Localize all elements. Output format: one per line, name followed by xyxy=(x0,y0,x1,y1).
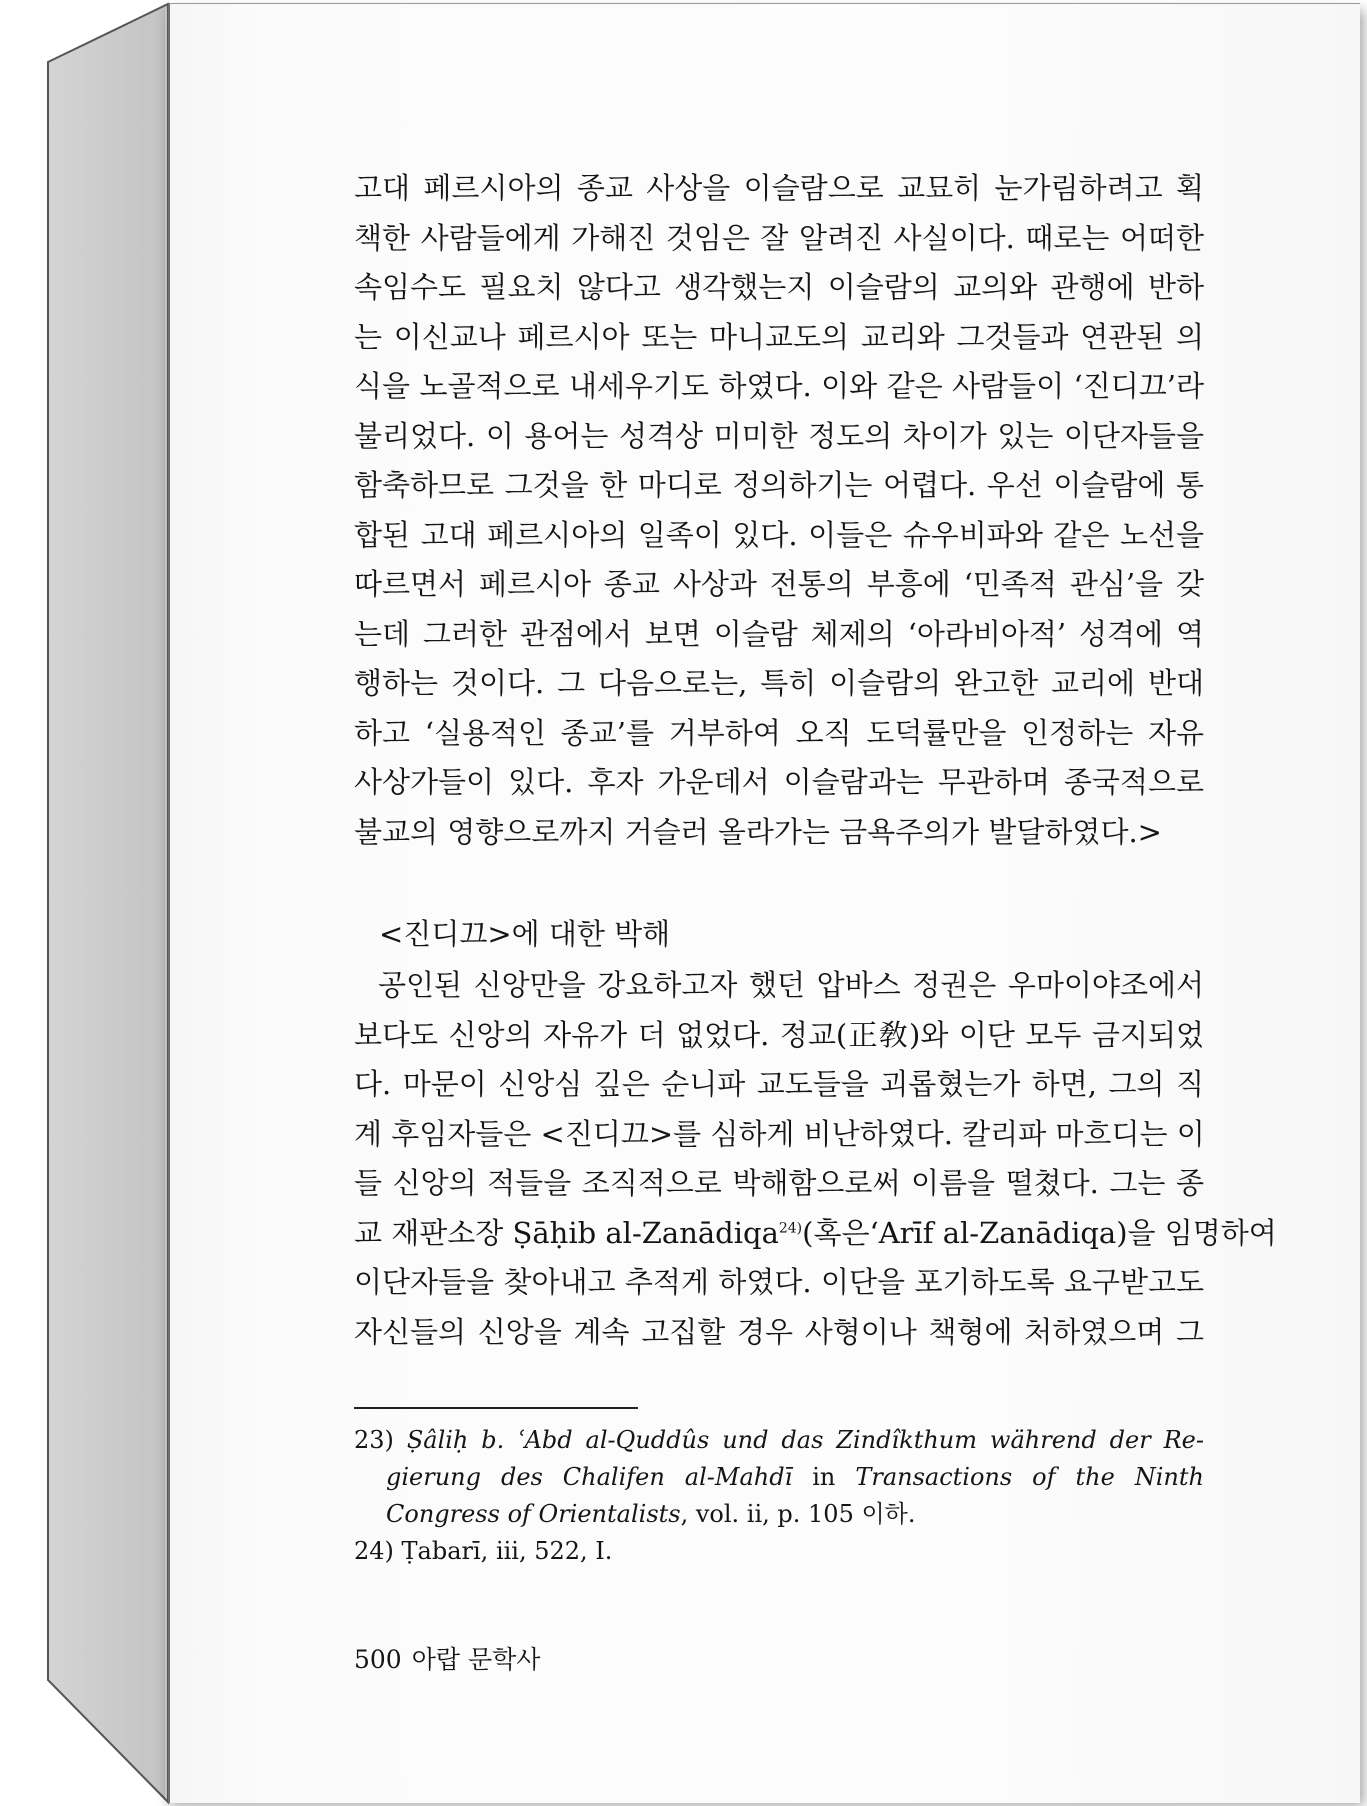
footnote-text: in xyxy=(812,1463,836,1491)
text-line: 계 후임자들은 <진디끄>를 심하게 비난하였다. 칼리파 마흐디는 이 xyxy=(354,1116,1205,1151)
footnote-number: 24) xyxy=(354,1537,394,1565)
text-line: 불교의 영향으로까지 거슬러 올라가는 금욕주의가 발달하였다.> xyxy=(354,814,1162,849)
footnote-23-line xyxy=(354,1422,1204,1459)
text-line: 다. 마문이 신앙심 깊은 순니파 교도들을 괴롭혔는가 하면, 그의 직 xyxy=(354,1067,1204,1101)
text-line: 자신들의 신앙을 계속 고집할 경우 사형이나 책형에 처하였으며 그 xyxy=(354,1314,1204,1349)
footnote-text: Ṣâliḥ b. ʿAbd al-Quddûs und das Zindîkthum während der Re- xyxy=(406,1426,1204,1454)
footnote-text: Congress of Orientalists xyxy=(386,1500,681,1528)
text-line: 공인된 신앙만을 강요하고자 했던 압바스 정권은 우마이야조에서 xyxy=(378,968,1204,1002)
footnote-text: , vol. ii, p. 105 이하. xyxy=(680,1500,916,1528)
text-segment: 교 재판소장 Ṣāḥib al-Zanādiqa xyxy=(354,1215,779,1250)
text-line: 함축하므로 그것을 한 마디로 정의하기는 어렵다. 우선 이슬람에 통 xyxy=(354,468,1204,502)
text-line: 식을 노골적으로 내세우기도 하였다. 이와 같은 사람들이 ‘진디끄’라 xyxy=(354,369,1204,403)
text-line: 속임수도 필요치 않다고 생각했는지 이슬람의 교의와 관행에 반하 xyxy=(354,270,1204,304)
footnote-23-line xyxy=(354,1459,1204,1496)
text-line: 보다도 신앙의 자유가 더 없었다. 정교(正敎)와 이단 모두 금지되었 xyxy=(354,1017,1204,1052)
footnote-divider xyxy=(354,1407,638,1409)
text-line: 하고 ‘실용적인 종교’를 거부하여 오직 도덕률만을 인정하는 자유 xyxy=(354,715,1204,750)
text-line: 이단자들을 찾아내고 추적게 하였다. 이단을 포기하도록 요구받고도 xyxy=(354,1265,1204,1299)
text-line: 고대 페르시아의 종교 사상을 이슬람으로 교묘히 눈가림하려고 획 xyxy=(354,171,1204,205)
footnote-24-line xyxy=(354,1533,1204,1570)
text-line: 행하는 것이다. 그 다음으로는, 특히 이슬람의 완고한 교리에 반대 xyxy=(354,666,1204,700)
body-paragraph xyxy=(354,164,1204,857)
footnote-text: gierung des Chalifen al-Mahdī xyxy=(386,1463,793,1491)
text-line: 들 신앙의 적들을 조직적으로 박해함으로써 이름을 떨쳤다. 그는 종 xyxy=(354,1166,1204,1200)
footnote-number: 23) xyxy=(354,1426,394,1454)
text-line: 사상가들이 있다. 후자 가운데서 이슬람과는 무관하며 종국적으로 xyxy=(354,765,1204,799)
text-segment: (혹은‘Arīf al-Zanādiqa)을 임명하여 xyxy=(802,1215,1277,1250)
text-line: 따르면서 페르시아 종교 사상과 전통의 부흥에 ‘민족적 관심’을 갖 xyxy=(354,567,1204,601)
page-footer xyxy=(354,1640,540,1680)
footnote-23-line xyxy=(354,1496,1204,1533)
section-paragraph xyxy=(354,961,1277,1357)
book-page xyxy=(168,3,1360,1803)
section-heading: <진디끄>에 대한 박해 xyxy=(379,917,671,951)
text-line: 책한 사람들에게 가해진 것임은 잘 알려진 사실이다. 때로는 어떠한 xyxy=(354,220,1204,255)
footnote-text: Ṭabarī, iii, 522, I. xyxy=(401,1537,613,1565)
footnote-text: Transactions of the Ninth xyxy=(855,1463,1204,1491)
footnote-ref-24: 24) xyxy=(778,1219,803,1236)
text-line: 는 이신교나 페르시아 또는 마니교도의 교리와 그것들과 연관된 의 xyxy=(354,319,1204,354)
running-title: 아랍 문학사 xyxy=(411,1645,541,1674)
text-line: 는데 그러한 관점에서 보면 이슬람 체제의 ‘아라비아적’ 성격에 역 xyxy=(354,616,1204,651)
text-line: 합된 고대 페르시아의 일족이 있다. 이들은 슈우비파와 같은 노선을 xyxy=(354,517,1204,552)
text-line-with-footnote xyxy=(354,1209,1277,1259)
page-number: 500 xyxy=(354,1645,402,1674)
text-line: 불리었다. 이 용어는 성격상 미미한 정도의 차이가 있는 이단자들을 xyxy=(354,418,1204,453)
footnotes xyxy=(354,1422,1204,1570)
